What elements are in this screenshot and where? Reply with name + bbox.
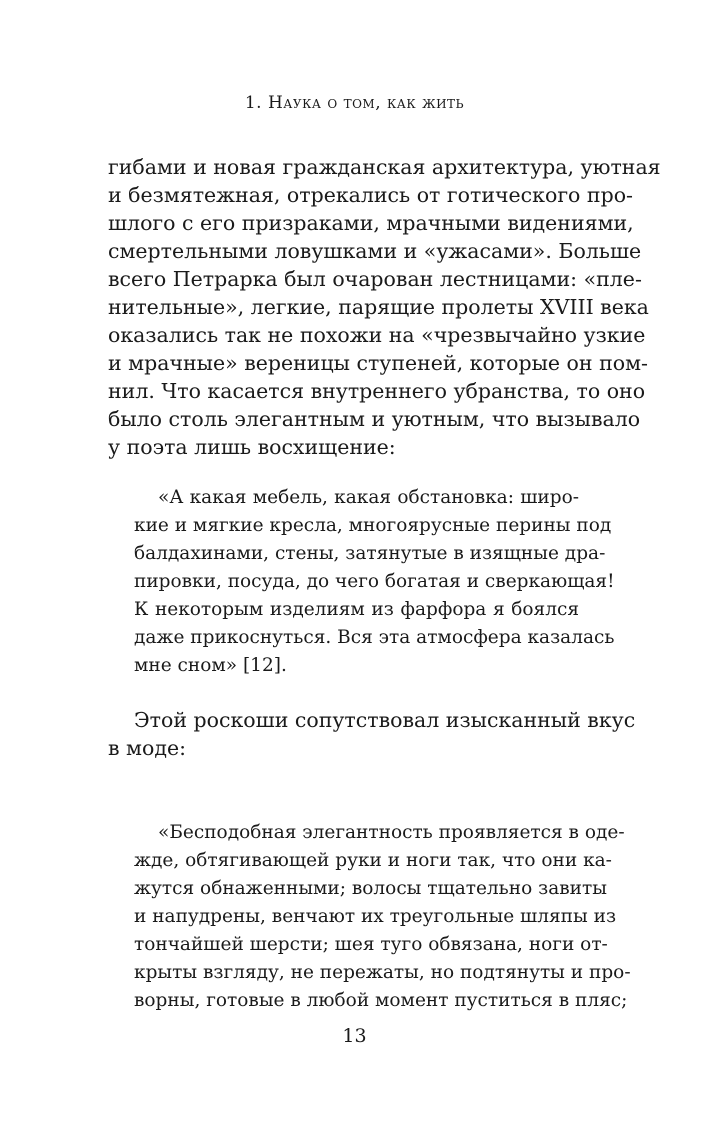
paragraph-fashion xyxy=(108,706,636,762)
quote-line: и напудрены, венчают их треугольные шляпы из xyxy=(134,906,617,927)
text-line: всего Петрарка был очарован лестницами: «пле- xyxy=(108,267,642,291)
text-line: гибами и новая гражданская архитектура, уютная xyxy=(108,155,661,179)
main-paragraph xyxy=(108,153,661,461)
block-quote-furniture xyxy=(134,484,615,680)
quote-line: пировки, посуда, до чего богатая и сверкающая! xyxy=(134,571,615,592)
quote-line: балдахинами, стены, затянутые в изящные дра- xyxy=(134,543,606,564)
quote-line: К некоторым изделиям из фарфора я боялся xyxy=(134,599,579,620)
quote-line: жутся обнаженными; волосы тщательно завиты xyxy=(134,878,607,899)
running-head: 1. Наука о том, как жить xyxy=(244,93,465,113)
text-line: у поэта лишь восхищение: xyxy=(108,435,396,459)
text-line: оказались так не похожи на «чрезвычайно узкие xyxy=(108,323,646,347)
quote-line: жде, обтягивающей руки и ноги так, что они ка- xyxy=(134,850,612,871)
quote-line: даже прикоснуться. Вся эта атмосфера казалась xyxy=(134,627,615,648)
text-line: Этой роскоши сопутствовал изысканный вкус xyxy=(134,708,636,732)
quote-line: ворны, готовые в любой момент пуститься в пляс; xyxy=(134,990,628,1011)
page-number: 13 xyxy=(342,1025,367,1047)
quote-line: крыты взгляду, не пережаты, но подтянуты и про- xyxy=(134,962,631,983)
text-line: шлого с его призраками, мрачными видениями, xyxy=(108,211,634,235)
quote-line: «А какая мебель, какая обстановка: широ- xyxy=(158,487,579,508)
quote-line: тончайшей шерсти; шея туго обвязана, ноги от- xyxy=(134,934,608,955)
text-line: и мрачные» вереницы ступеней, которые он пом- xyxy=(108,351,648,375)
quote-line: мне сном» [12]. xyxy=(134,655,287,676)
block-quote-elegance xyxy=(134,819,631,1015)
text-line: и безмятежная, отрекались от готического про- xyxy=(108,183,633,207)
text-line: было столь элегантным и уютным, что вызывало xyxy=(108,407,641,431)
quote-line: «Бесподобная элегантность проявляется в оде- xyxy=(158,822,625,843)
text-line: нительные», легкие, парящие пролеты XVIII века xyxy=(108,295,649,319)
text-line: смертельными ловушками и «ужасами». Больше xyxy=(108,239,642,263)
text-line: нил. Что касается внутреннего убранства, то оно xyxy=(108,379,646,403)
text-line: в моде: xyxy=(108,736,187,760)
quote-line: кие и мягкие кресла, многоярусные перины под xyxy=(134,515,612,536)
